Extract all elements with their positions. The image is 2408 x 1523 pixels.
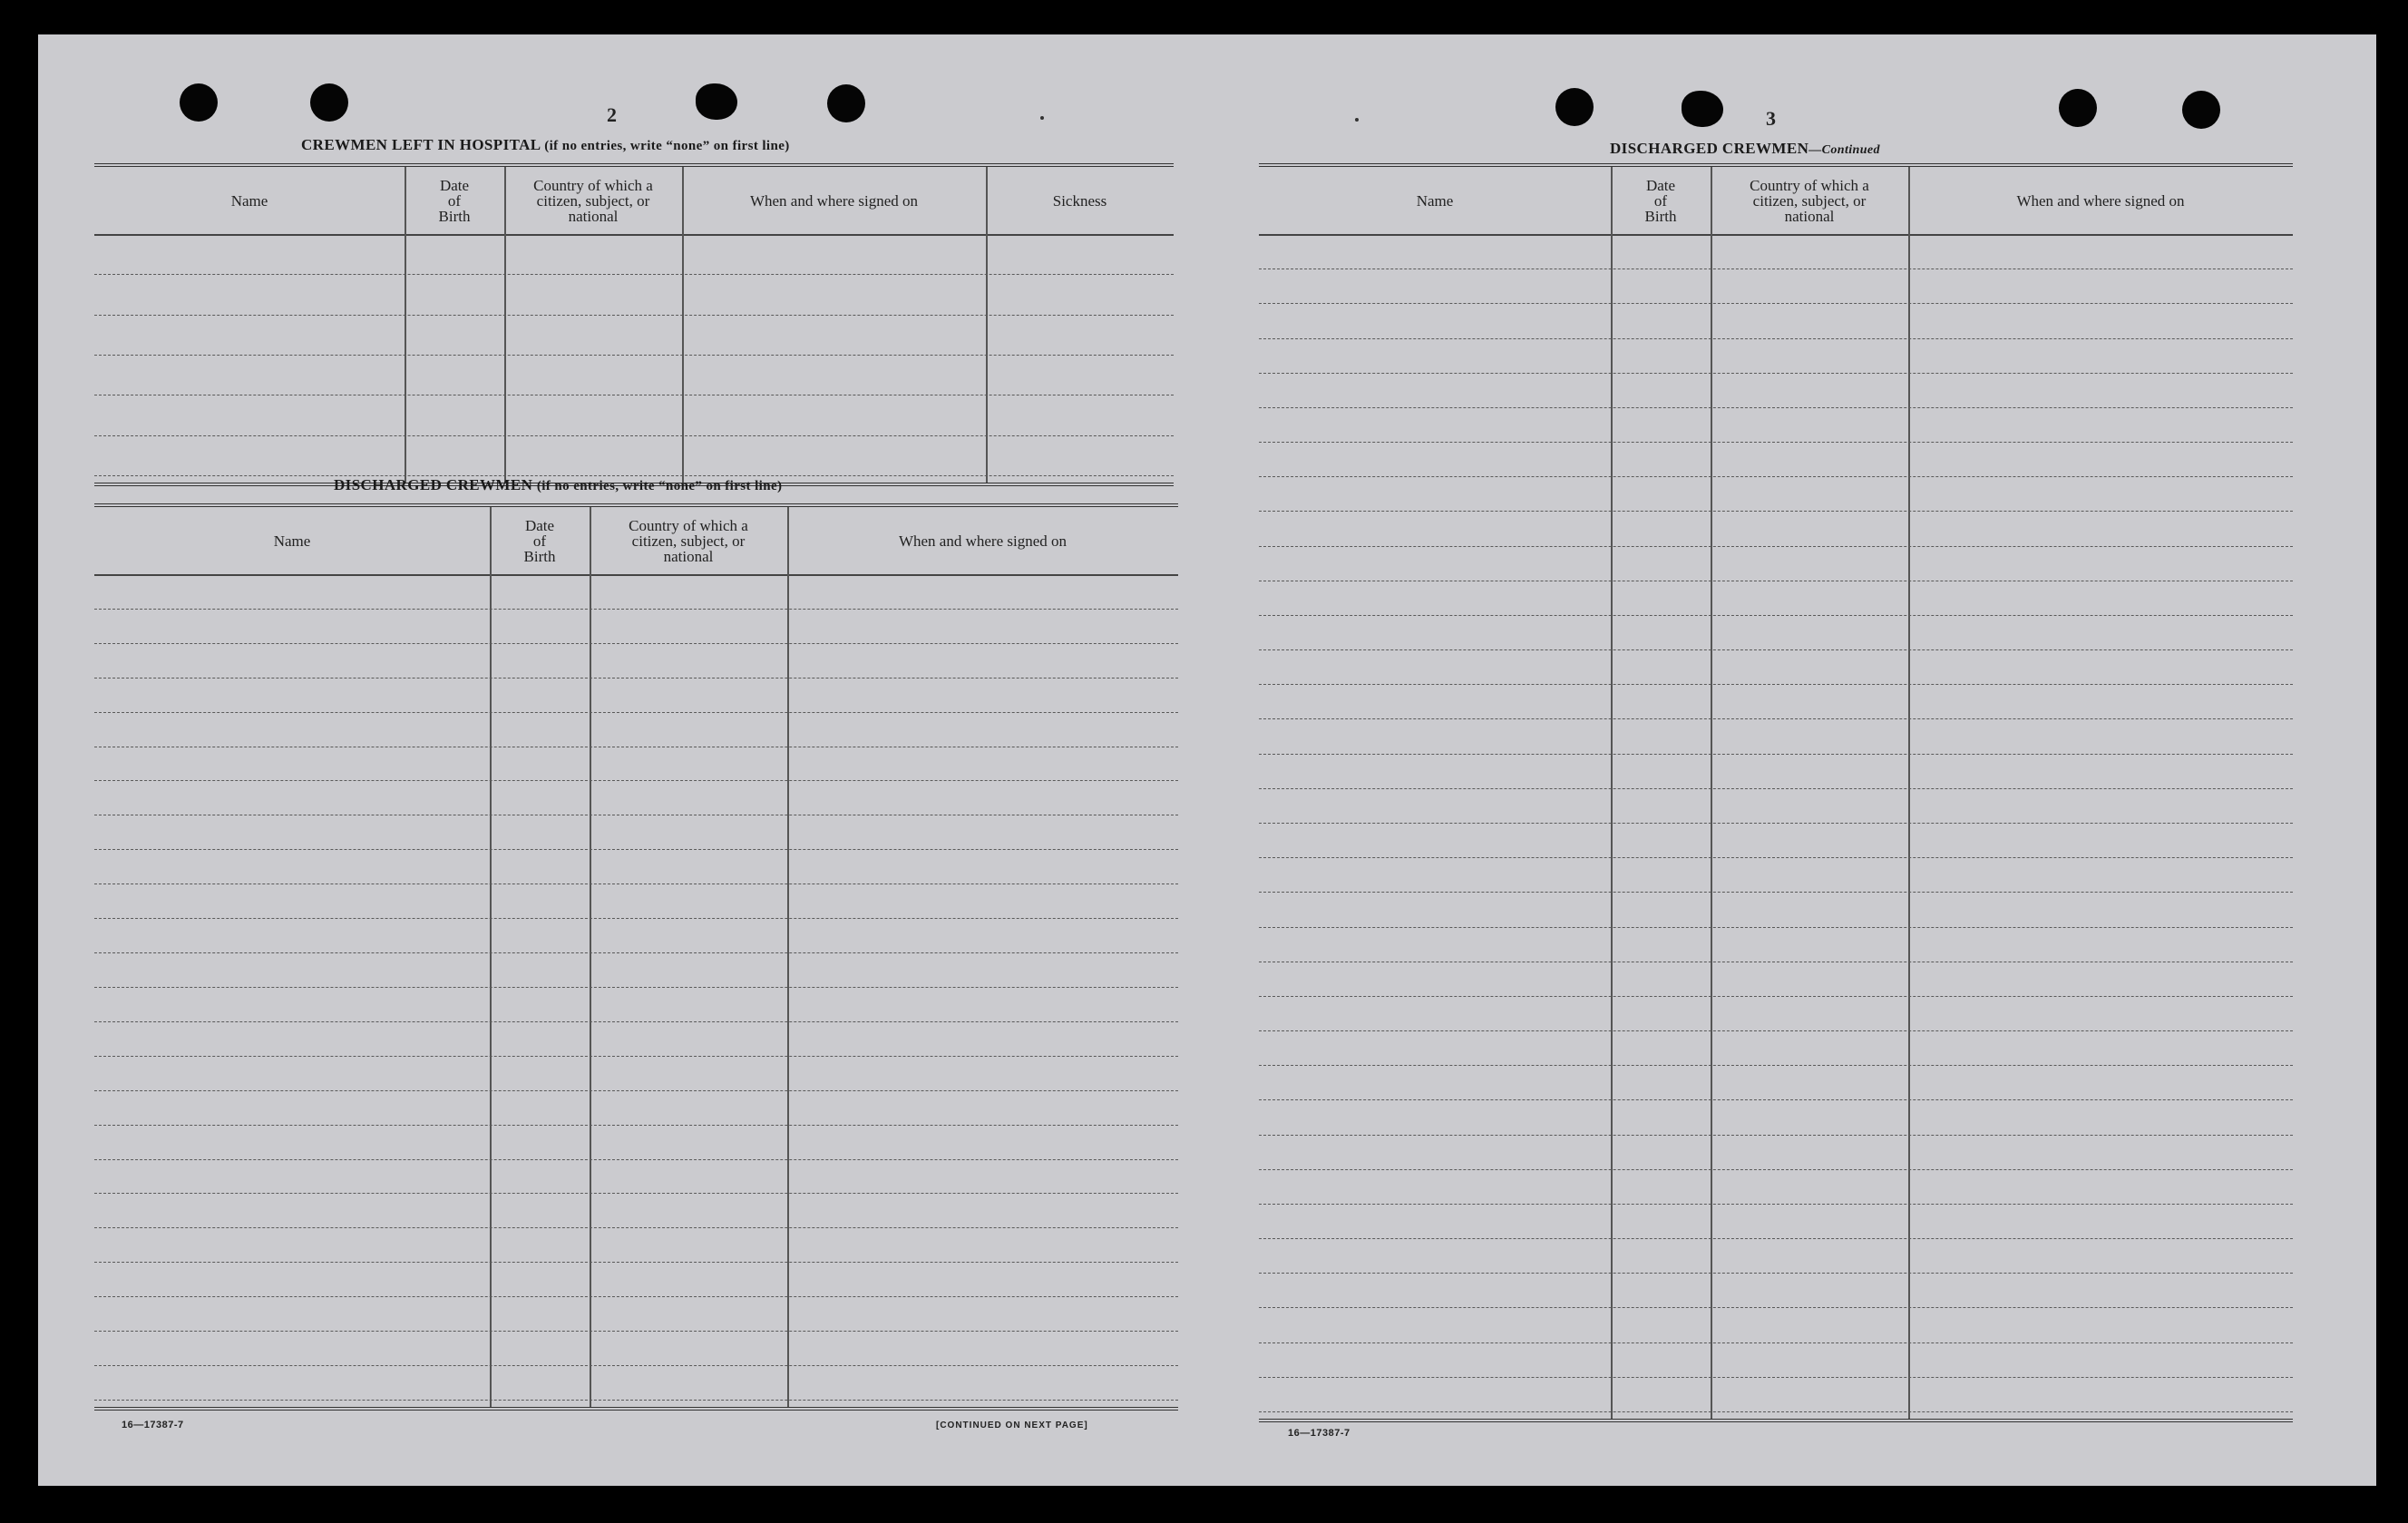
continued-table-entry-row[interactable]	[1259, 1342, 2293, 1378]
discharged-table	[94, 503, 1178, 1411]
discharged-table-entry-row[interactable]	[94, 609, 1178, 644]
hospital-table-entry-row[interactable]	[94, 355, 1174, 395]
punch-hole-icon	[310, 83, 348, 122]
discharged-table-column-label: When and where signed on	[898, 532, 1068, 550]
discharged-table-entry-row[interactable]	[94, 849, 1178, 884]
punch-hole-icon	[827, 84, 865, 122]
continued-table-entry-row[interactable]	[1259, 407, 2293, 443]
punch-hole-icon	[1682, 91, 1723, 127]
hospital-table-column-label: Sickness	[1052, 191, 1107, 210]
discharged-table-entry-row[interactable]	[94, 643, 1178, 679]
continued-table-entry-row[interactable]	[1259, 1204, 2293, 1239]
punch-hole-icon	[1555, 88, 1594, 126]
punch-hole-icon	[2059, 89, 2097, 127]
discharged-title-text: DISCHARGED CREWMEN	[334, 476, 533, 493]
discharged-table-entry-row[interactable]	[94, 1125, 1178, 1160]
continued-table-entry-row[interactable]	[1259, 754, 2293, 789]
hospital-table-entry-row[interactable]	[94, 395, 1174, 435]
discharged-table-entry-row[interactable]	[94, 1227, 1178, 1263]
hospital-title-text: CREWMEN LEFT IN HOSPITAL	[301, 136, 541, 153]
continued-table-entry-row[interactable]	[1259, 1169, 2293, 1205]
page-number-left: 2	[607, 103, 617, 126]
form-code-left: 16—17387-7	[122, 1420, 184, 1430]
continued-table-column-header	[1711, 167, 1908, 234]
discharged-table-entry-row[interactable]	[94, 987, 1178, 1022]
paper-speck	[1040, 116, 1044, 120]
discharged-table-entry-row[interactable]	[94, 1262, 1178, 1297]
hospital-section-title	[301, 136, 790, 154]
continued-table-entry-row[interactable]	[1259, 234, 2293, 269]
hospital-table-column-header	[986, 167, 1174, 234]
hospital-table-entry-row[interactable]	[94, 234, 1174, 275]
continued-table-entry-row[interactable]	[1259, 1238, 2293, 1274]
punch-hole-icon	[180, 83, 218, 122]
discharged-table-column-label: Name	[273, 532, 311, 550]
discharged-table-entry-row[interactable]	[94, 1331, 1178, 1366]
continued-table-entry-row[interactable]	[1259, 927, 2293, 962]
continued-table-entry-row[interactable]	[1259, 338, 2293, 374]
continued-table-column-label: When and where signed on	[2016, 191, 2185, 210]
continued-table-entry-row[interactable]	[1259, 1030, 2293, 1066]
hospital-table-column-label: When and where signed on	[749, 191, 919, 210]
hospital-table-column-header	[405, 167, 504, 234]
discharged-table-column-header	[787, 507, 1178, 574]
hospital-table-entry-row[interactable]	[94, 435, 1174, 476]
continued-table-entry-row[interactable]	[1259, 1065, 2293, 1100]
discharged-table-entry-row[interactable]	[94, 747, 1178, 782]
continued-table-entry-row[interactable]	[1259, 511, 2293, 546]
hospital-table-header	[94, 167, 1174, 236]
continued-table-entry-row[interactable]	[1259, 373, 2293, 408]
continued-table-entry-row[interactable]	[1259, 996, 2293, 1031]
continued-table-entry-row[interactable]	[1259, 857, 2293, 893]
discharged-title-note: (if no entries, write “none” on first line)	[536, 479, 783, 493]
discharged-table-entry-row[interactable]	[94, 884, 1178, 919]
continued-table-entry-row[interactable]	[1259, 268, 2293, 304]
punch-hole-icon	[2182, 91, 2220, 129]
discharged-table-entry-row[interactable]	[94, 918, 1178, 953]
continued-table-entry-row[interactable]	[1259, 788, 2293, 824]
continued-table-entry-row[interactable]	[1259, 649, 2293, 685]
paper-speck	[1355, 118, 1359, 122]
discharged-continued-table	[1259, 163, 2293, 1422]
discharged-table-entry-row[interactable]	[94, 781, 1178, 816]
continued-table-entry-row[interactable]	[1259, 962, 2293, 997]
discharged-table-column-label: Country of which a citizen, subject, or national	[629, 516, 748, 565]
continued-table-column-header	[1611, 167, 1711, 234]
discharged-table-entry-row[interactable]	[94, 712, 1178, 747]
discharged-table-entry-row[interactable]	[94, 815, 1178, 850]
continued-note: [CONTINUED ON NEXT PAGE]	[936, 1420, 1088, 1430]
continued-table-entry-row[interactable]	[1259, 718, 2293, 754]
discharged-table-entry-row[interactable]	[94, 1021, 1178, 1057]
continued-table-entry-row[interactable]	[1259, 1273, 2293, 1308]
hospital-table-column-label: Date of Birth	[438, 176, 471, 225]
hospital-table-entry-row[interactable]	[94, 274, 1174, 315]
discharged-table-entry-row[interactable]	[94, 1194, 1178, 1229]
hospital-table-column-header	[682, 167, 986, 234]
punch-hole-icon	[696, 83, 737, 120]
continued-table-entry-row[interactable]	[1259, 476, 2293, 512]
hospital-table-column-header	[94, 167, 405, 234]
continued-table-entry-row[interactable]	[1259, 546, 2293, 581]
discharged-table-column-label: Date of Birth	[523, 516, 556, 565]
discharged-table-header	[94, 507, 1178, 576]
form-sheet	[38, 34, 2376, 1486]
discharged-table-entry-row[interactable]	[94, 1296, 1178, 1332]
continued-table-entry-row[interactable]	[1259, 892, 2293, 927]
page-number-right: 3	[1766, 107, 1776, 130]
hospital-table	[94, 163, 1174, 486]
continued-table-column-header	[1908, 167, 2293, 234]
continued-table-entry-row[interactable]	[1259, 615, 2293, 650]
discharged-table-entry-row[interactable]	[94, 1159, 1178, 1195]
continued-table-column-label: Name	[1416, 191, 1454, 210]
continued-table-entry-row[interactable]	[1259, 1307, 2293, 1342]
hospital-title-note: (if no entries, write “none” on first line)	[544, 139, 790, 153]
discharged-continued-suffix: —Continued	[1808, 143, 1880, 157]
hospital-table-column-header	[504, 167, 682, 234]
continued-table-entry-row[interactable]	[1259, 823, 2293, 858]
continued-table-column-label: Country of which a citizen, subject, or national	[1750, 176, 1869, 225]
continued-table-entry-row[interactable]	[1259, 581, 2293, 616]
continued-table-entry-row[interactable]	[1259, 684, 2293, 719]
hospital-table-column-label: Name	[230, 191, 268, 210]
discharged-continued-title	[1610, 140, 1880, 158]
form-code-right: 16—17387-7	[1288, 1428, 1350, 1439]
continued-table-entry-row[interactable]	[1259, 1135, 2293, 1170]
discharged-table-entry-row[interactable]	[94, 1090, 1178, 1126]
continued-table-entry-row[interactable]	[1259, 1099, 2293, 1135]
discharged-table-column-header	[490, 507, 590, 574]
discharged-table-entry-row[interactable]	[94, 1056, 1178, 1091]
discharged-table-entry-row[interactable]	[94, 952, 1178, 988]
discharged-table-entry-row[interactable]	[94, 678, 1178, 713]
discharged-table-column-header	[94, 507, 490, 574]
continued-table-column-label: Date of Birth	[1644, 176, 1677, 225]
hospital-table-entry-row[interactable]	[94, 315, 1174, 356]
hospital-table-column-label: Country of which a citizen, subject, or national	[533, 176, 653, 225]
discharged-section-title	[334, 476, 782, 494]
continued-table-entry-row[interactable]	[1259, 303, 2293, 338]
discharged-continued-title-text: DISCHARGED CREWMEN	[1610, 140, 1809, 157]
discharged-table-entry-row[interactable]	[94, 1365, 1178, 1401]
continued-table-entry-row[interactable]	[1259, 1377, 2293, 1412]
discharged-table-entry-row[interactable]	[94, 574, 1178, 610]
discharged-table-column-header	[590, 507, 787, 574]
continued-table-header	[1259, 167, 2293, 236]
continued-table-column-header	[1259, 167, 1611, 234]
continued-table-entry-row[interactable]	[1259, 442, 2293, 477]
